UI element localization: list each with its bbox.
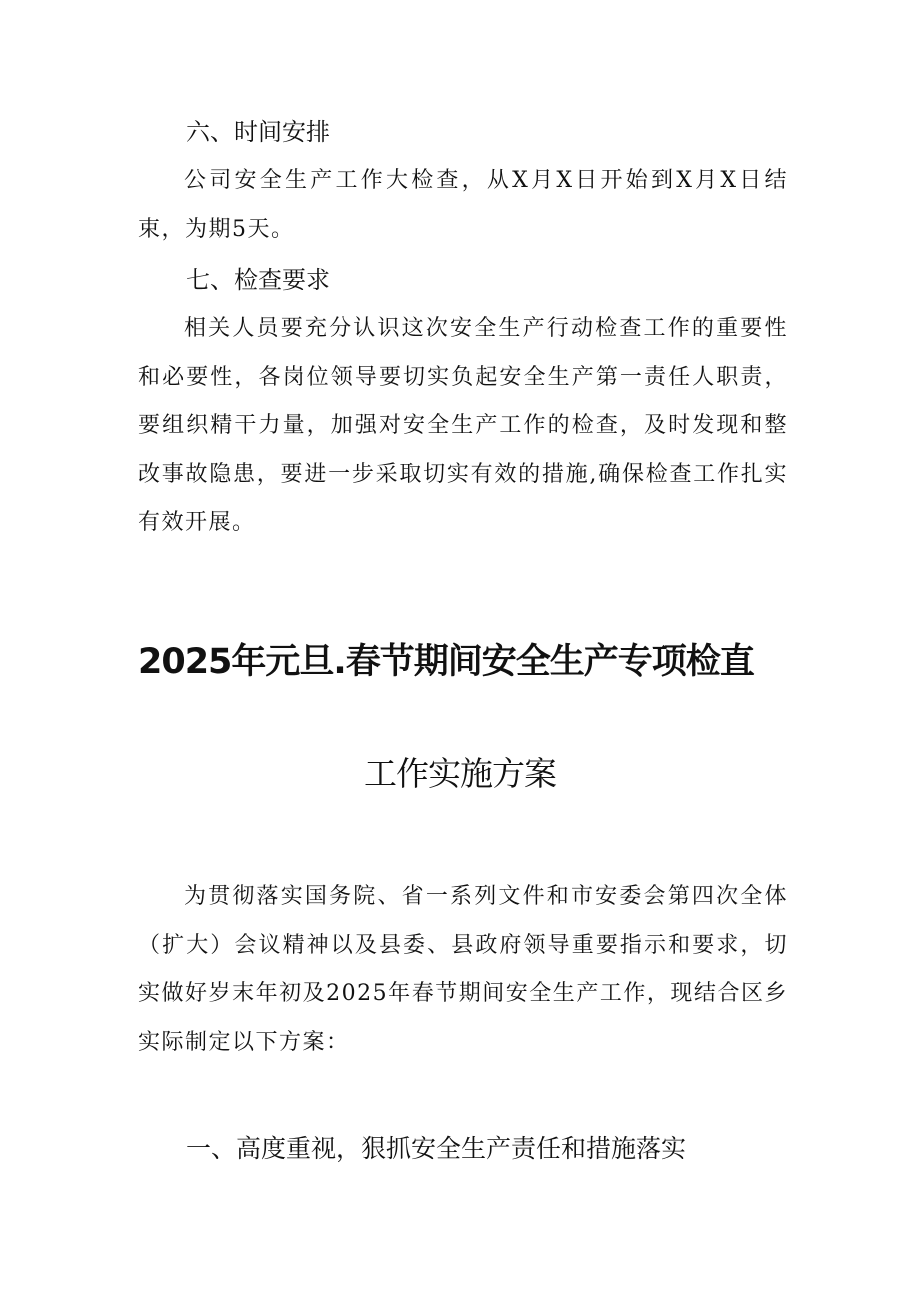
paragraph-schedule: 公司安全生产工作大检查，从X月X日开始到X月X日结束，为期5天。 [138, 168, 788, 242]
section-heading-schedule: 六、时间安排 [186, 118, 330, 146]
document-title-line1: 2025年元旦.春节期间安全生产专项检直 [138, 642, 754, 682]
document-title-line2: 工作实施方案 [364, 754, 556, 793]
section-heading-one: 一、高度重视，狠抓安全生产责任和措施落实 [186, 1134, 687, 1163]
paragraph-inspection-requirements: 相关人员要充分认识这次安全生产行动检查工作的重要性和必要性，各岗位领导要切实负起安全生产第一责任人职责，要组织精干力量，加强对安全生产工作的检查，及时发现和整改事故隐患，要进一步采取切实有效的措施,确保检查工作扎实有效开展。 [138, 316, 788, 535]
section-heading-inspection-requirements: 七、检查要求 [186, 266, 330, 294]
paragraph-intro: 为贯彻落实国务院、省一系列文件和市安委会第四次全体（扩大）会议精神以及县委、县政府领导重要指示和要求，切实做好岁末年初及2025年春节期间安全生产工作，现结合区乡实际制定以下方案： [138, 884, 788, 1055]
